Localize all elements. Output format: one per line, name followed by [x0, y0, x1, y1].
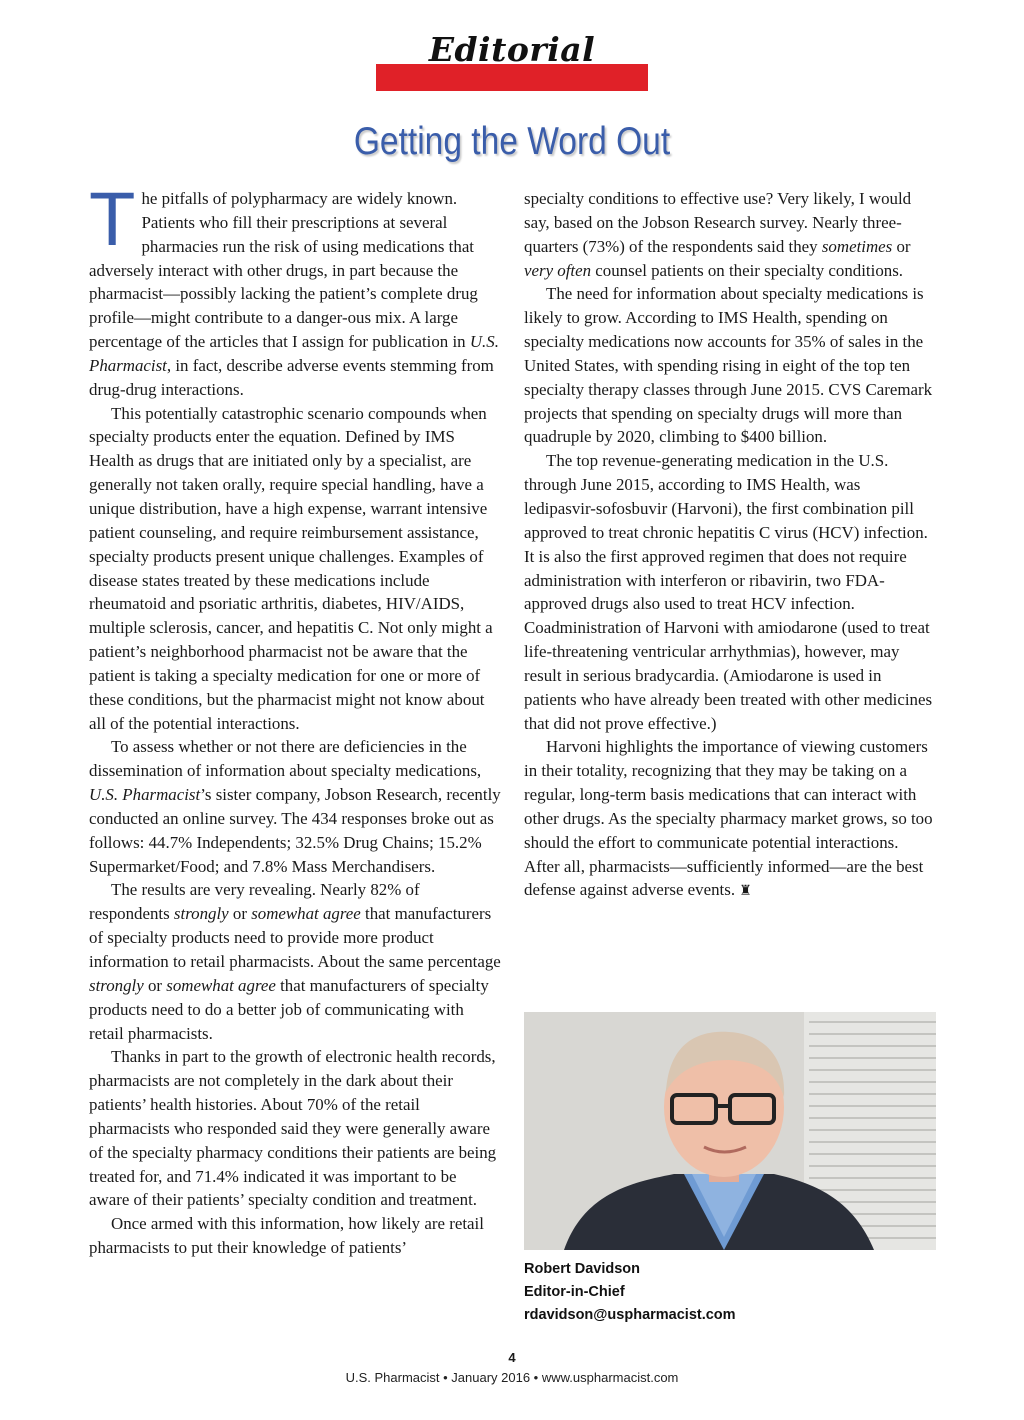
- publication-name: U.S. Pharmacist: [89, 332, 499, 375]
- author-role: Editor-in-Chief: [524, 1284, 625, 1300]
- paragraph-10: Harvoni highlights the importance of viewing customers in their totality, recognizing that they may be taking on a regular, long-term basis medications that can interact with other drugs. As the specialty pharmacy market grows, so too should the effort to communicate potential interactions. After all, pharmacists—sufficiently informed—are the best defense against adverse events. ♜: [524, 737, 933, 900]
- left-column: [89, 177, 501, 1260]
- article-title: Getting the Word Out: [353, 120, 671, 163]
- author-photo: [524, 1012, 936, 1250]
- paragraph-3: To assess whether or not there are deficiencies in the dissemination of information about specialty medications, U.S. Pharmacist’s sister company, Jobson Research, recently conducted an online survey. The 434 responses broke out as follows: 44.7% Independents; 32.5% Drug Chains; 15.2% Supermarket/Food; and 7.8% Mass Merchandisers.: [89, 737, 501, 876]
- end-mark-icon: ♜: [739, 884, 752, 900]
- paragraph-5: Thanks in part to the growth of electronic health records, pharmacists are not completely in the dark about their patients’ health histories. About 70% of the retail pharmacists who responded said they were generally aware of the specialty pharmacy conditions their patients are being treated for, and 71.4% indicated it was important to be aware of their patients’ specialty condition and treatment.: [89, 1047, 497, 1210]
- dropcap: T: [89, 177, 136, 262]
- paragraph-1: The pitfalls of polypharmacy are widely known. Patients who fill their prescriptions at several pharmacies run the risk of using medications that adversely interact with other drugs, in part because the pharmacist—possibly lacking the patient’s complete drug profile—might contribute to a danger-ous mix. A large percentage of the articles that I assign for publication in U.S. Pharmacist, in fact, describe adverse events stemming from drug-drug interactions.: [89, 177, 499, 399]
- author-portrait: [524, 1012, 936, 1250]
- paragraph-2: This potentially catastrophic scenario compounds when specialty products enter the equation. Defined by IMS Health as drugs that are initiated only by a specialist, are generally not taken orally, require special handling, have a unique distribution, have a high expense, warrant intensive patient counseling, and require reimbursement assistance, specialty products present unique challenges. Examples of disease states treated by these medications include rheumatoid and psoriatic arthritis, diabetes, HIV/AIDS, multiple sclerosis, cancer, and hepatitis C. Not only might a patient’s neighborhood pharmacist not be aware that the patient is taking a specialty medication for one or more of these conditions, but the pharmacist might not know about all of the potential interactions.: [89, 403, 493, 733]
- page-footer: U.S. Pharmacist • January 2016 • www.uspharmacist.com: [345, 1370, 679, 1385]
- author-name: Robert Davidson: [524, 1261, 641, 1277]
- page-number: 4: [508, 1350, 516, 1365]
- author-email[interactable]: rdavidson@uspharmacist.com: [524, 1307, 736, 1323]
- section-label: Editorial: [428, 30, 596, 69]
- paragraph-7: specialty conditions to effective use? Very likely, I would say, based on the Jobson Research survey. Nearly three-quarters (73%) of the respondents said they sometimes or very often counsel patients on their specialty conditions.: [524, 189, 912, 280]
- right-column: [524, 187, 936, 904]
- publication-name: U.S. Pharmacist: [89, 785, 201, 805]
- paragraph-4: The results are very revealing. Nearly 82% of respondents strongly or somewhat agree that manufacturers of specialty products need to provide more product information to retail pharmacists. About the same percentage strongly or somewhat agree that manufacturers of specialty products need to do a better job of communicating with retail pharmacists.: [89, 880, 501, 1043]
- paragraph-6: Once armed with this information, how likely are retail pharmacists to put their knowledge of patients’: [89, 1214, 484, 1258]
- paragraph-8: The need for information about specialty medications is likely to grow. According to IMS Health, spending on specialty medications now accounts for 35% of sales in the United States, with spending rising in eight of the top ten specialty therapy classes through June 2015. CVS Caremark projects that spending on specialty drugs will more than quadruple by 2020, climbing to $400 billion.: [524, 284, 933, 447]
- paragraph-9: The top revenue-generating medication in the U.S. through June 2015, according to IMS Health, was ledipasvir-sofosbuvir (Harvoni), the first combination pill approved to treat chronic hepatitis C virus (HCV) infection. It is also the first approved regimen that does not require administration with interferon or ribavirin, two FDA-approved drugs also used to treat HCV infection. Coadministration of Harvoni with amiodarone (used to treat life-threatening ventricular arrhythmias), however, may result in serious bradycardia. (Amiodarone is used in patients who have already been treated with other medicines that did not prove effective.): [524, 451, 933, 733]
